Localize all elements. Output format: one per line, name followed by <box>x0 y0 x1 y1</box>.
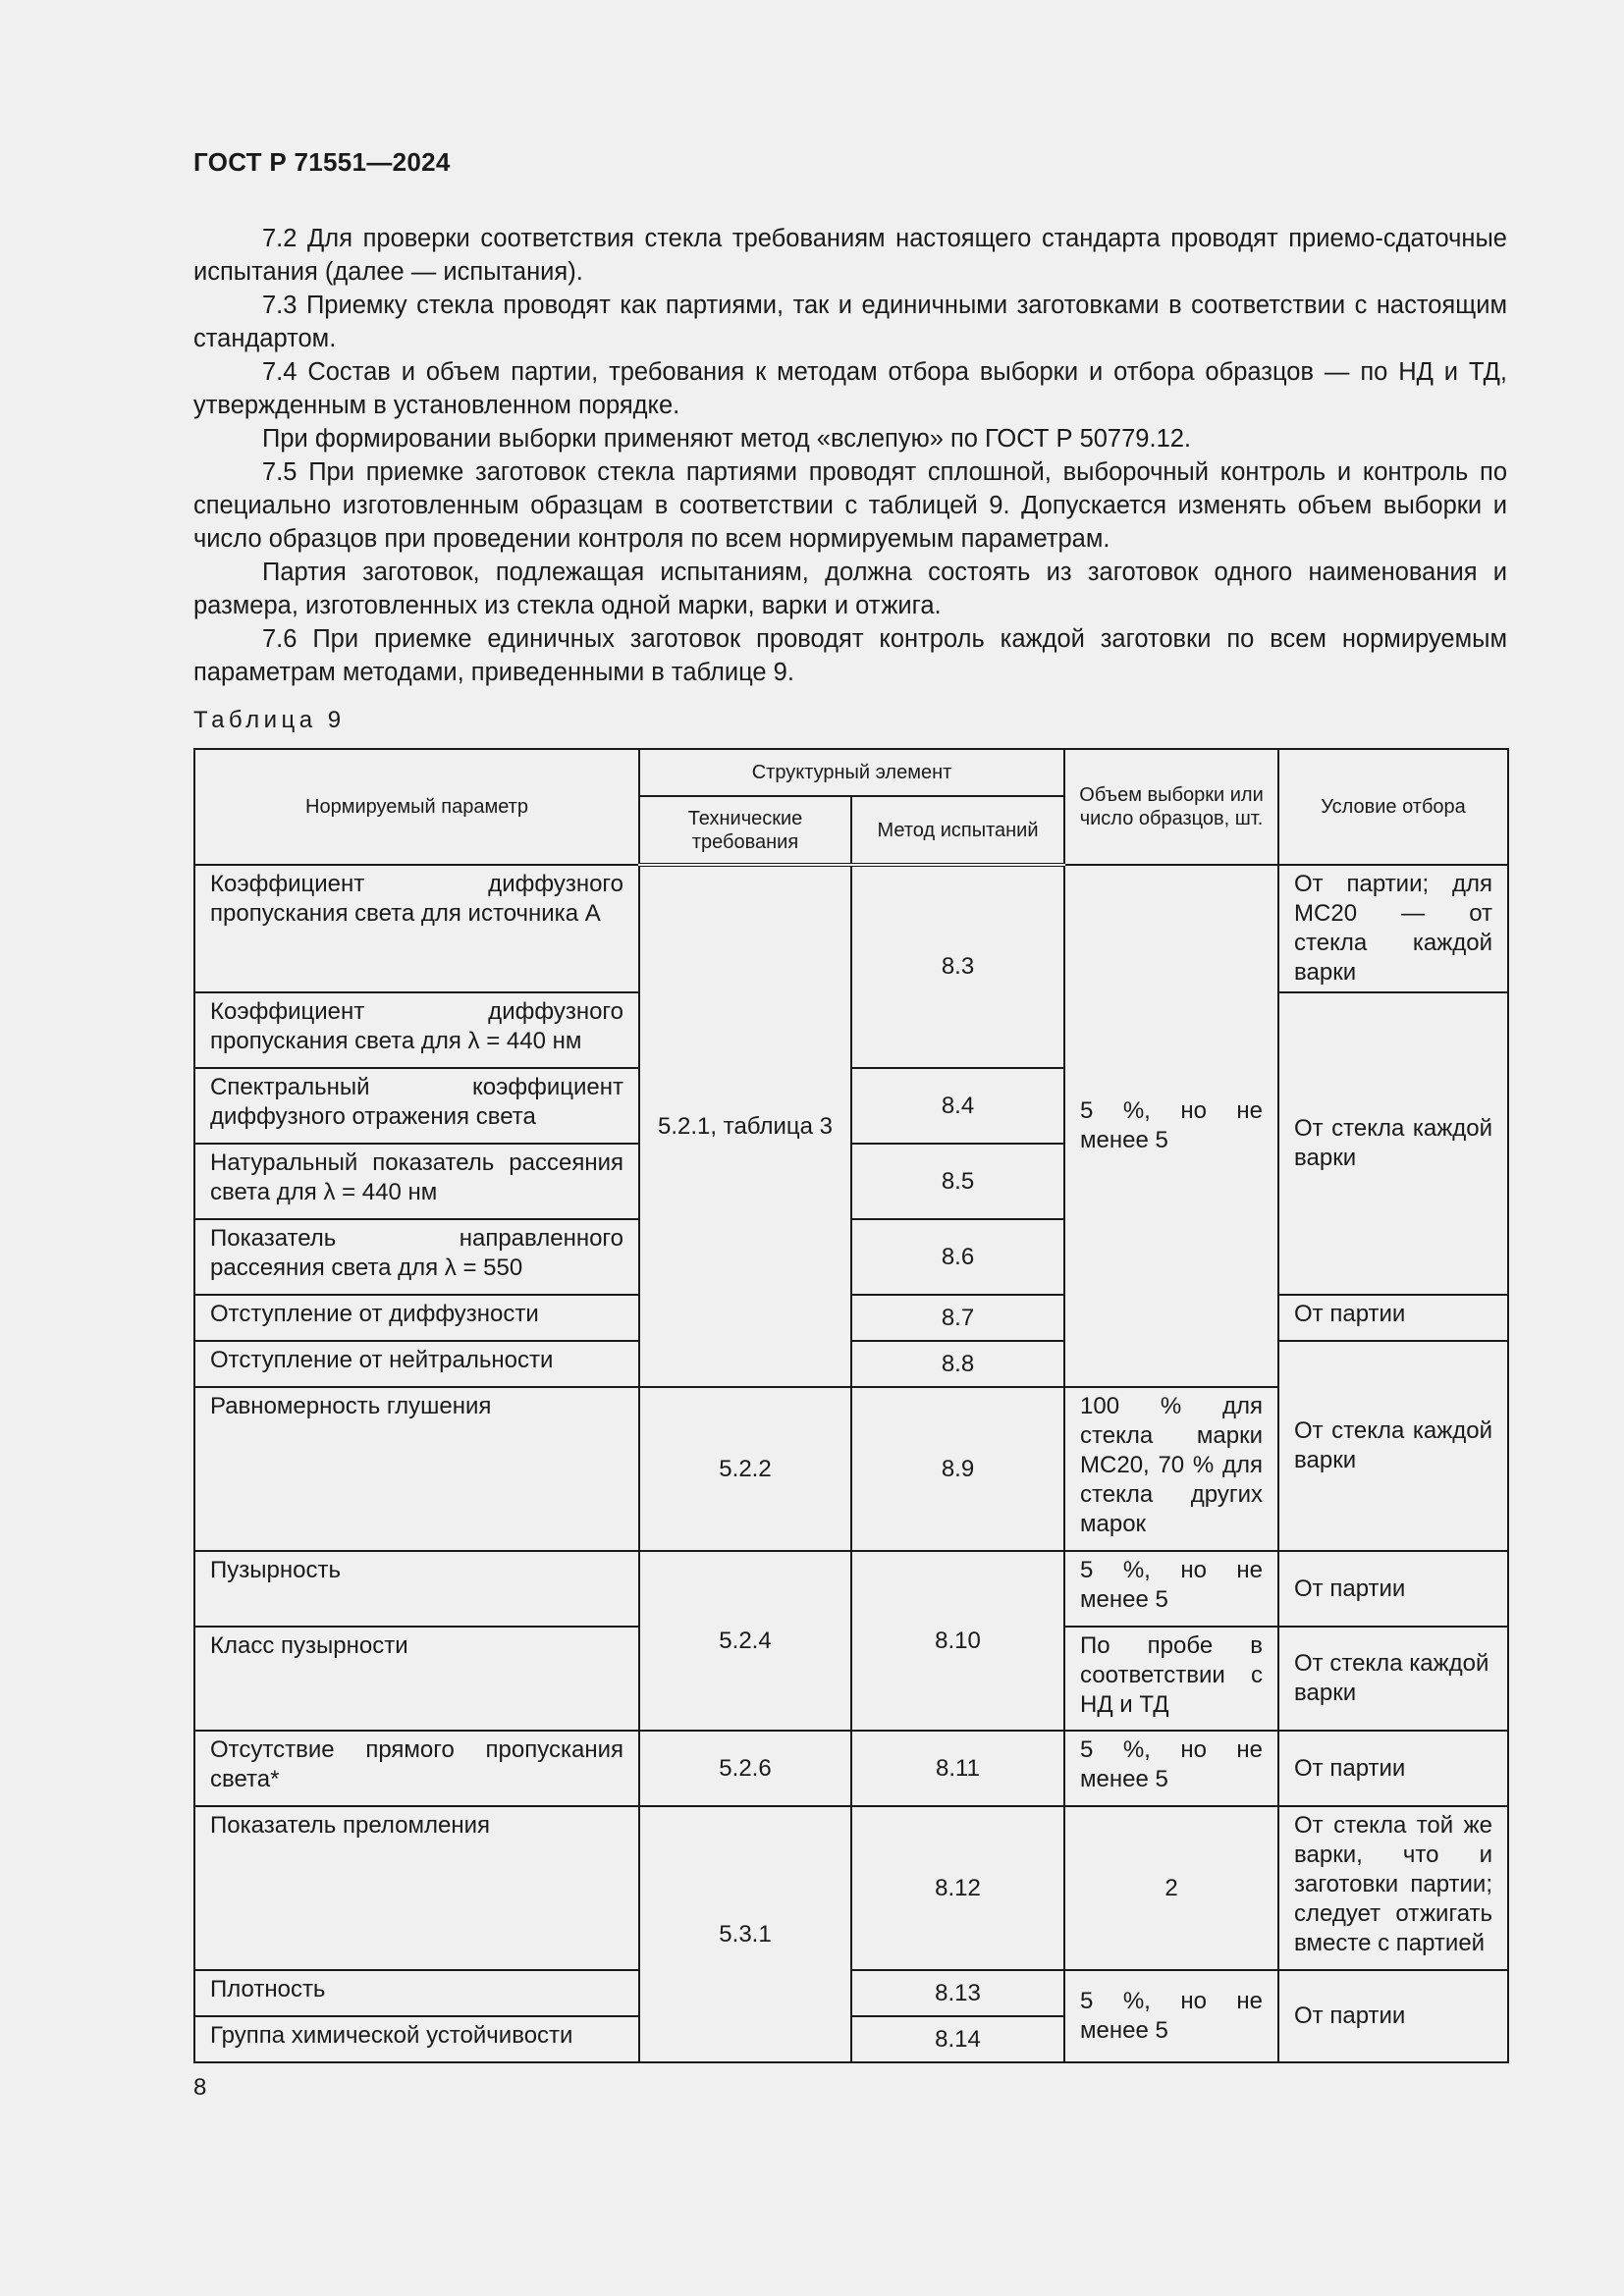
table-row <box>194 1341 1508 1387</box>
document-header: ГОСТ Р 71551—2024 <box>193 147 451 177</box>
condition-cell: От партии <box>1278 1731 1508 1806</box>
condition-cell: От стекла той же варки, что и заготовки партии; следует отжигать вместе с партией <box>1278 1806 1508 1970</box>
method-cell: 8.3 <box>851 865 1064 1068</box>
param-cell: Класс пузырности <box>194 1627 639 1731</box>
header-cond: Условие отбора <box>1278 749 1508 865</box>
param-cell: Отступление от нейтральности <box>194 1341 639 1387</box>
table-row <box>194 1970 1508 2016</box>
condition-cell: От партии <box>1278 1970 1508 2062</box>
tech-cell: 5.2.6 <box>639 1731 851 1806</box>
table-row <box>194 865 1508 992</box>
header-method: Метод испытаний <box>851 796 1064 865</box>
volume-cell: 2 <box>1064 1806 1278 1970</box>
param-cell: Отступление от диффузности <box>194 1295 639 1341</box>
body-text <box>193 222 1507 689</box>
acceptance-tests-table <box>193 748 1509 2063</box>
param-cell: Показатель направленного рассеяния света для λ = 550 <box>194 1219 639 1295</box>
header-tech: Технические требования <box>639 796 851 865</box>
volume-cell: 100 % для стекла марки МС20, 70 % для стекла других марок <box>1064 1387 1278 1551</box>
table-row <box>194 1731 1508 1806</box>
tech-cell: 5.2.4 <box>639 1551 851 1731</box>
param-cell: Коэффициент диффузного пропускания света для λ = 440 нм <box>194 992 639 1068</box>
paragraph-batch-composition: Партия заготовок, подлежащая испытаниям, должна состоять из заготовок одного наименования и размера, изготовленных из стекла одной марки, варки и отжига. <box>193 559 1507 619</box>
param-cell: Равномерность глушения <box>194 1387 639 1551</box>
method-cell: 8.5 <box>851 1144 1064 1219</box>
paragraph-7-6: 7.6 При приемке единичных заготовок проводят контроль каждой заготовки по всем нормируемым параметрам методами, приведенными в таблице 9. <box>193 625 1507 686</box>
tech-cell: 5.2.1, таблица 3 <box>639 865 851 1387</box>
paragraph-7-3: 7.3 Приемку стекла проводят как партиями, так и единичными заготовками в соответствии с настоящим стандартом. <box>193 292 1507 352</box>
tech-cell: 5.2.2 <box>639 1387 851 1551</box>
method-cell: 8.11 <box>851 1731 1064 1806</box>
method-cell: 8.6 <box>851 1219 1064 1295</box>
param-cell: Натуральный показатель рассеяния света для λ = 440 нм <box>194 1144 639 1219</box>
method-cell: 8.12 <box>851 1806 1064 1970</box>
header-volume: Объем выборки или число образцов, шт. <box>1064 749 1278 865</box>
method-cell: 8.8 <box>851 1341 1064 1387</box>
paragraph-sampling-method: При формировании выборки применяют метод «вслепую» по ГОСТ Р 50779.12. <box>262 425 1192 453</box>
paragraph-7-5: 7.5 При приемке заготовок стекла партиями проводят сплошной, выборочный контроль и контроль по специально изготовленным образцам в соответствии с таблицей 9. Допускается изменять объем выборки и число образцов при проведении контроля по всем нормируемым параметрам. <box>193 458 1507 553</box>
condition-cell: От партии <box>1278 1551 1508 1627</box>
table-row <box>194 1551 1508 1627</box>
volume-cell: По пробе в соответствии с НД и ТД <box>1064 1627 1278 1731</box>
tech-cell: 5.3.1 <box>639 1806 851 2062</box>
param-cell: Показатель преломления <box>194 1806 639 1970</box>
param-cell: Спектральный коэффициент диффузного отражения света <box>194 1068 639 1144</box>
condition-cell: От стекла каждой варки <box>1278 1341 1508 1551</box>
method-cell: 8.9 <box>851 1387 1064 1551</box>
param-cell: Плотность <box>194 1970 639 2016</box>
volume-cell: 5 %, но не менее 5 <box>1064 1731 1278 1806</box>
volume-cell: 5 %, но не менее 5 <box>1064 865 1278 1387</box>
paragraph-7-2: 7.2 Для проверки соответствия стекла требованиям настоящего стандарта проводят приемо-сдаточные испытания (далее — испытания). <box>193 225 1507 286</box>
param-cell: Коэффициент диффузного пропускания света для источника А <box>194 865 639 992</box>
condition-cell: От стекла каждой варки <box>1278 992 1508 1295</box>
param-cell: Пузырность <box>194 1551 639 1627</box>
table-row <box>194 1806 1508 1970</box>
paragraph-7-4: 7.4 Состав и объем партии, требования к методам отбора выборки и отбора образцов — по НД и ТД, утвержденным в установленном порядке. <box>193 358 1507 419</box>
method-cell: 8.10 <box>851 1551 1064 1731</box>
volume-cell: 5 %, но не менее 5 <box>1064 1551 1278 1627</box>
condition-cell: От партии; для МС20 — от стекла каждой варки <box>1278 865 1508 992</box>
volume-cell: 5 %, но не менее 5 <box>1064 1970 1278 2062</box>
condition-cell: От стекла каждой варки <box>1278 1627 1508 1731</box>
method-cell: 8.13 <box>851 1970 1064 2016</box>
method-cell: 8.14 <box>851 2016 1064 2062</box>
param-cell: Отсутствие прямого пропускания света* <box>194 1731 639 1806</box>
method-cell: 8.4 <box>851 1068 1064 1144</box>
param-cell: Группа химической устойчивости <box>194 2016 639 2062</box>
page-number: 8 <box>193 2074 207 2101</box>
table-caption: Таблица 9 <box>193 707 346 733</box>
header-param: Нормируемый параметр <box>194 749 639 865</box>
condition-cell: От партии <box>1278 1295 1508 1341</box>
method-cell: 8.7 <box>851 1295 1064 1341</box>
header-struct: Структурный элемент <box>639 749 1064 796</box>
table-row <box>194 1295 1508 1341</box>
